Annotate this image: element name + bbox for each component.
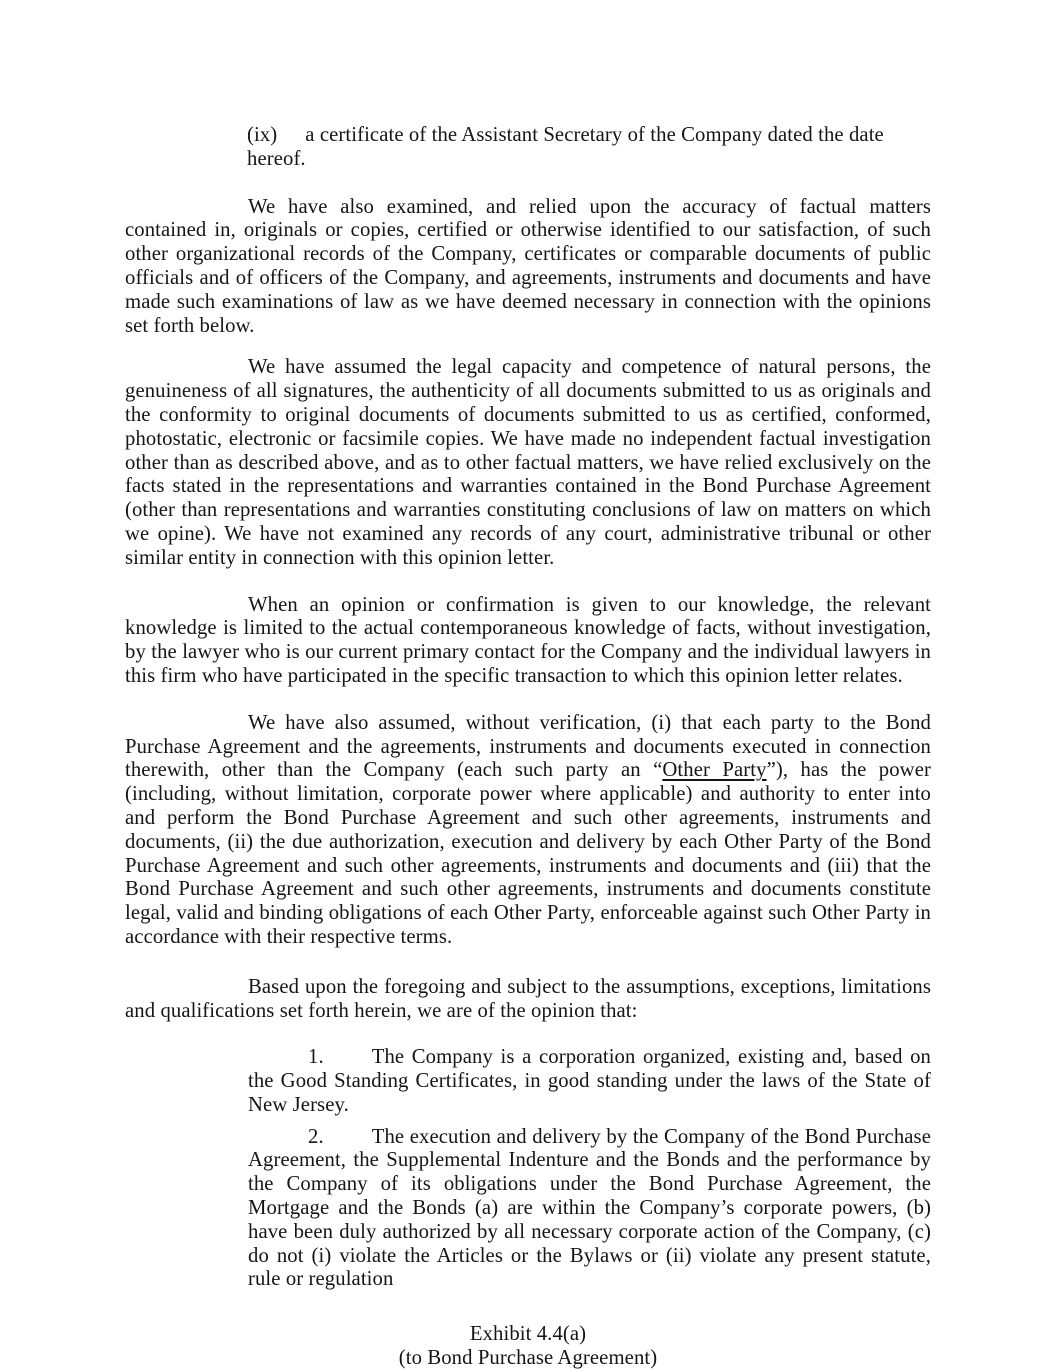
opinion-item-1 (248, 1046, 931, 1117)
page-footer (125, 1323, 931, 1371)
document-body (125, 0, 931, 1371)
opinion-2-text: The execution and delivery by the Company of the Bond Purchase Agreement, the Supplemental Indenture and the Bonds and the performance by the Company of its obligations under the Bond Purchase Agreement, the Mortgage and the Bonds (a) are within the Company’s corporate powers, (b) have been duly authorized by all necessary corporate action of the Company, (c) do not (i) violate the Articles or the Bylaws or (ii) violate any present statute, rule or regulation (248, 1125, 931, 1291)
paragraph-based-upon-foregoing: Based upon the foregoing and subject to the assumptions, exceptions, limitations and qualifications set forth herein, we are of the opinion that: (125, 975, 931, 1022)
paragraph-knowledge-limitation: When an opinion or confirmation is given to our knowledge, the relevant knowledge is limited to the actual contemporaneous knowledge of facts, without investigation, by the lawyer who is our current primary contact for the Company and the individual lawyers in this firm who have participated in the specific transaction to which this opinion letter relates. (125, 593, 931, 687)
paragraph-assumed-capacity: We have assumed the legal capacity and competence of natural persons, the genuineness of all signatures, the authenticity of all documents submitted to us as originals and the conformity to original documents of documents submitted to us as certified, conformed, photostatic, electronic or facsimile copies. We have made no independent factual investigation other than as described above, and as to other factual matters, we have relied exclusively on the facts stated in the representations and warranties contained in the Bond Purchase Agreement (other than representations and warranties constituting conclusions of law on matters on which we opine). We have not examined any records of any court, administrative tribunal or other similar entity in connection with this opinion letter. (125, 356, 931, 569)
list-item-ix-marker: (ix) (247, 124, 278, 146)
opinion-1-number: 1. (308, 1046, 324, 1069)
footer-exhibit-label: Exhibit 4.4(a) (469, 1323, 587, 1346)
opinion-1-text: The Company is a corporation organized, existing and, based on the Good Standing Certificates, in good standing under the laws of the State of New Jersey. (248, 1046, 931, 1116)
list-item-ix (247, 124, 931, 172)
list-item-ix-text: a certificate of the Assistant Secretary of the Company dated the date hereof. (247, 124, 884, 170)
verification-text-after: ”), has the power (including, without limitation, corporate power where applicable) and authority to enter into and perform the Bond Purchase Agreement and such other agreements, instruments and documents, (ii) the due authorization, execution and delivery by each Other Party of the Bond Purchase Agreement and such other agreements, instruments and documents and (iii) that the Bond Purchase Agreement and such other agreements, instruments and documents constitute legal, valid and binding obligations of each Other Party, enforceable against such Other Party in accordance with their respective terms. (125, 759, 931, 948)
paragraph-examined-records: We have also examined, and relied upon the accuracy of factual matters contained in, originals or copies, certified or otherwise identified to our satisfaction, of such other organizational records of the Company, certificates or comparable documents of public officials and of officers of the Company, and agreements, instruments and documents and have made such examinations of law as we have deemed necessary in connection with the opinions set forth below. (125, 195, 931, 337)
opinion-2-number: 2. (308, 1125, 324, 1148)
opinion-item-2 (248, 1126, 931, 1293)
verification-text-before: We have also assumed, without verification, (i) that each party to the Bond Purchase Agreement and the agreements, instruments and documents executed in connection therewith, other than the Company (each such party an “ (125, 711, 931, 782)
footer-agreement-reference: (to Bond Purchase Agreement) (398, 1347, 658, 1370)
paragraph-assumed-without-verification (125, 712, 931, 950)
other-party-defined-term: Other Party (662, 759, 767, 782)
